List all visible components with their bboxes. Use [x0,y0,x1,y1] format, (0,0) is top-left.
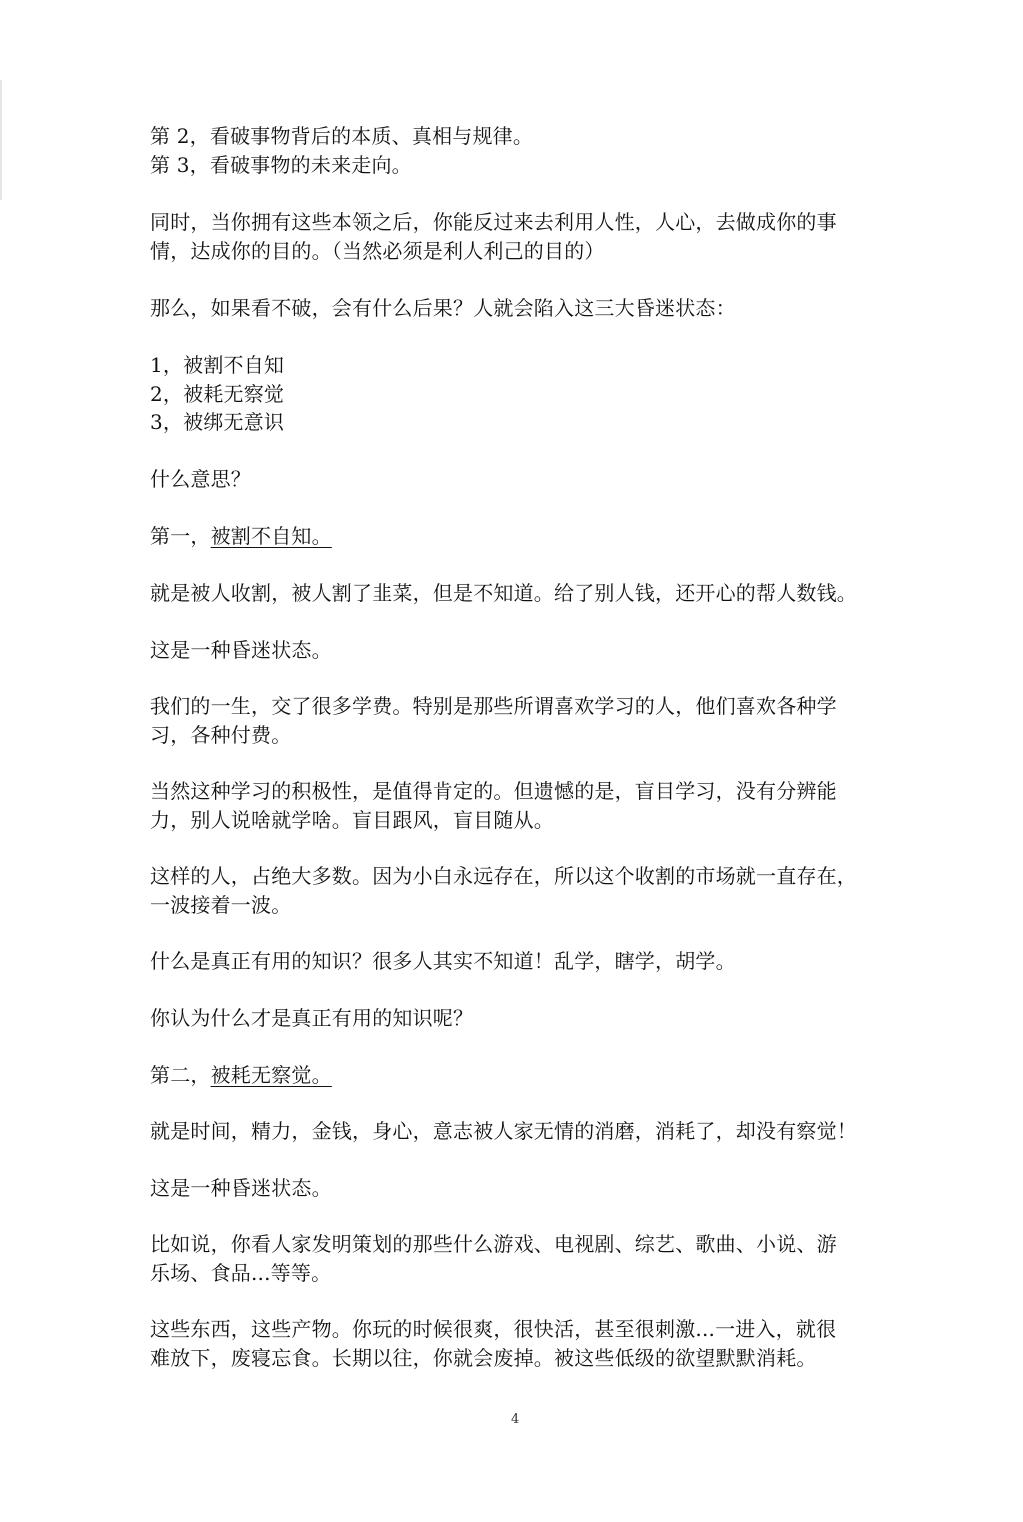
text-line: 这是一种昏迷状态。 [150,1176,332,1200]
text-line: 同时，当你拥有这些本领之后，你能反过来去利用人性，人心，去做成你的事 [150,210,837,234]
text-line: 难放下，废寝忘食。长期以往，你就会废掉。被这些低级的欲望默默消耗。 [150,1346,817,1370]
text-line: 就是被人收割，被人割了韭菜，但是不知道。给了别人钱，还开心的帮人数钱。 [150,581,857,605]
heading-underlined: 被割不自知。 [210,524,332,548]
list-item: 2，被耗无察觉 [150,382,285,406]
text-line: 那么，如果看不破，会有什么后果？人就会陷入这三大昏迷状态： [150,296,736,320]
text-line: 这是一种昏迷状态。 [150,638,332,662]
list-item: 1，被割不自知 [150,353,285,377]
page-number: 4 [511,1412,520,1427]
heading-prefix: 第一， [150,524,211,548]
text-line: 习，各种付费。 [150,723,292,747]
text-line: 什么是真正有用的知识？很多人其实不知道！乱学，瞎学，胡学。 [150,949,736,973]
text-line: 比如说，你看人家发明策划的那些什么游戏、电视剧、综艺、歌曲、小说、游 [150,1232,837,1256]
text-line: 第 2，看破事物背后的本质、真相与规律。 [150,124,534,148]
text-line: 力，别人说啥就学啥。盲目跟风，盲目随从。 [150,808,554,832]
section-heading-1 [150,522,332,550]
text-line: 我们的一生，交了很多学费。特别是那些所谓喜欢学习的人，他们喜欢各种学 [150,694,837,718]
heading-prefix: 第二， [150,1063,211,1087]
text-line: 乐场、食品...等等。 [150,1261,332,1285]
text-line: 就是时间，精力，金钱，身心，意志被人家无情的消磨，消耗了，却没有察觉！ [150,1119,857,1143]
text-line: 这样的人，占绝大多数。因为小白永远存在，所以这个收割的市场就一直存在， [150,864,857,888]
text-line: 这些东西，这些产物。你玩的时候很爽，很快活，甚至很刺激...一进入，就很 [150,1317,837,1341]
text-line: 第 3，看破事物的未来走向。 [150,153,412,177]
section-heading-2 [150,1061,332,1089]
text-line: 什么意思？ [150,467,251,491]
text-line: 一波接着一波。 [150,893,292,917]
scan-edge-shadow [0,80,2,200]
list-item: 3，被绑无意识 [150,410,285,434]
heading-underlined: 被耗无察觉。 [210,1063,332,1087]
text-line: 当然这种学习的积极性，是值得肯定的。但遗憾的是，盲目学习，没有分辨能 [150,779,837,803]
text-line: 情，达成你的目的。（当然必须是利人利己的目的） [150,239,605,263]
text-line: 你认为什么才是真正有用的知识呢？ [150,1006,474,1030]
